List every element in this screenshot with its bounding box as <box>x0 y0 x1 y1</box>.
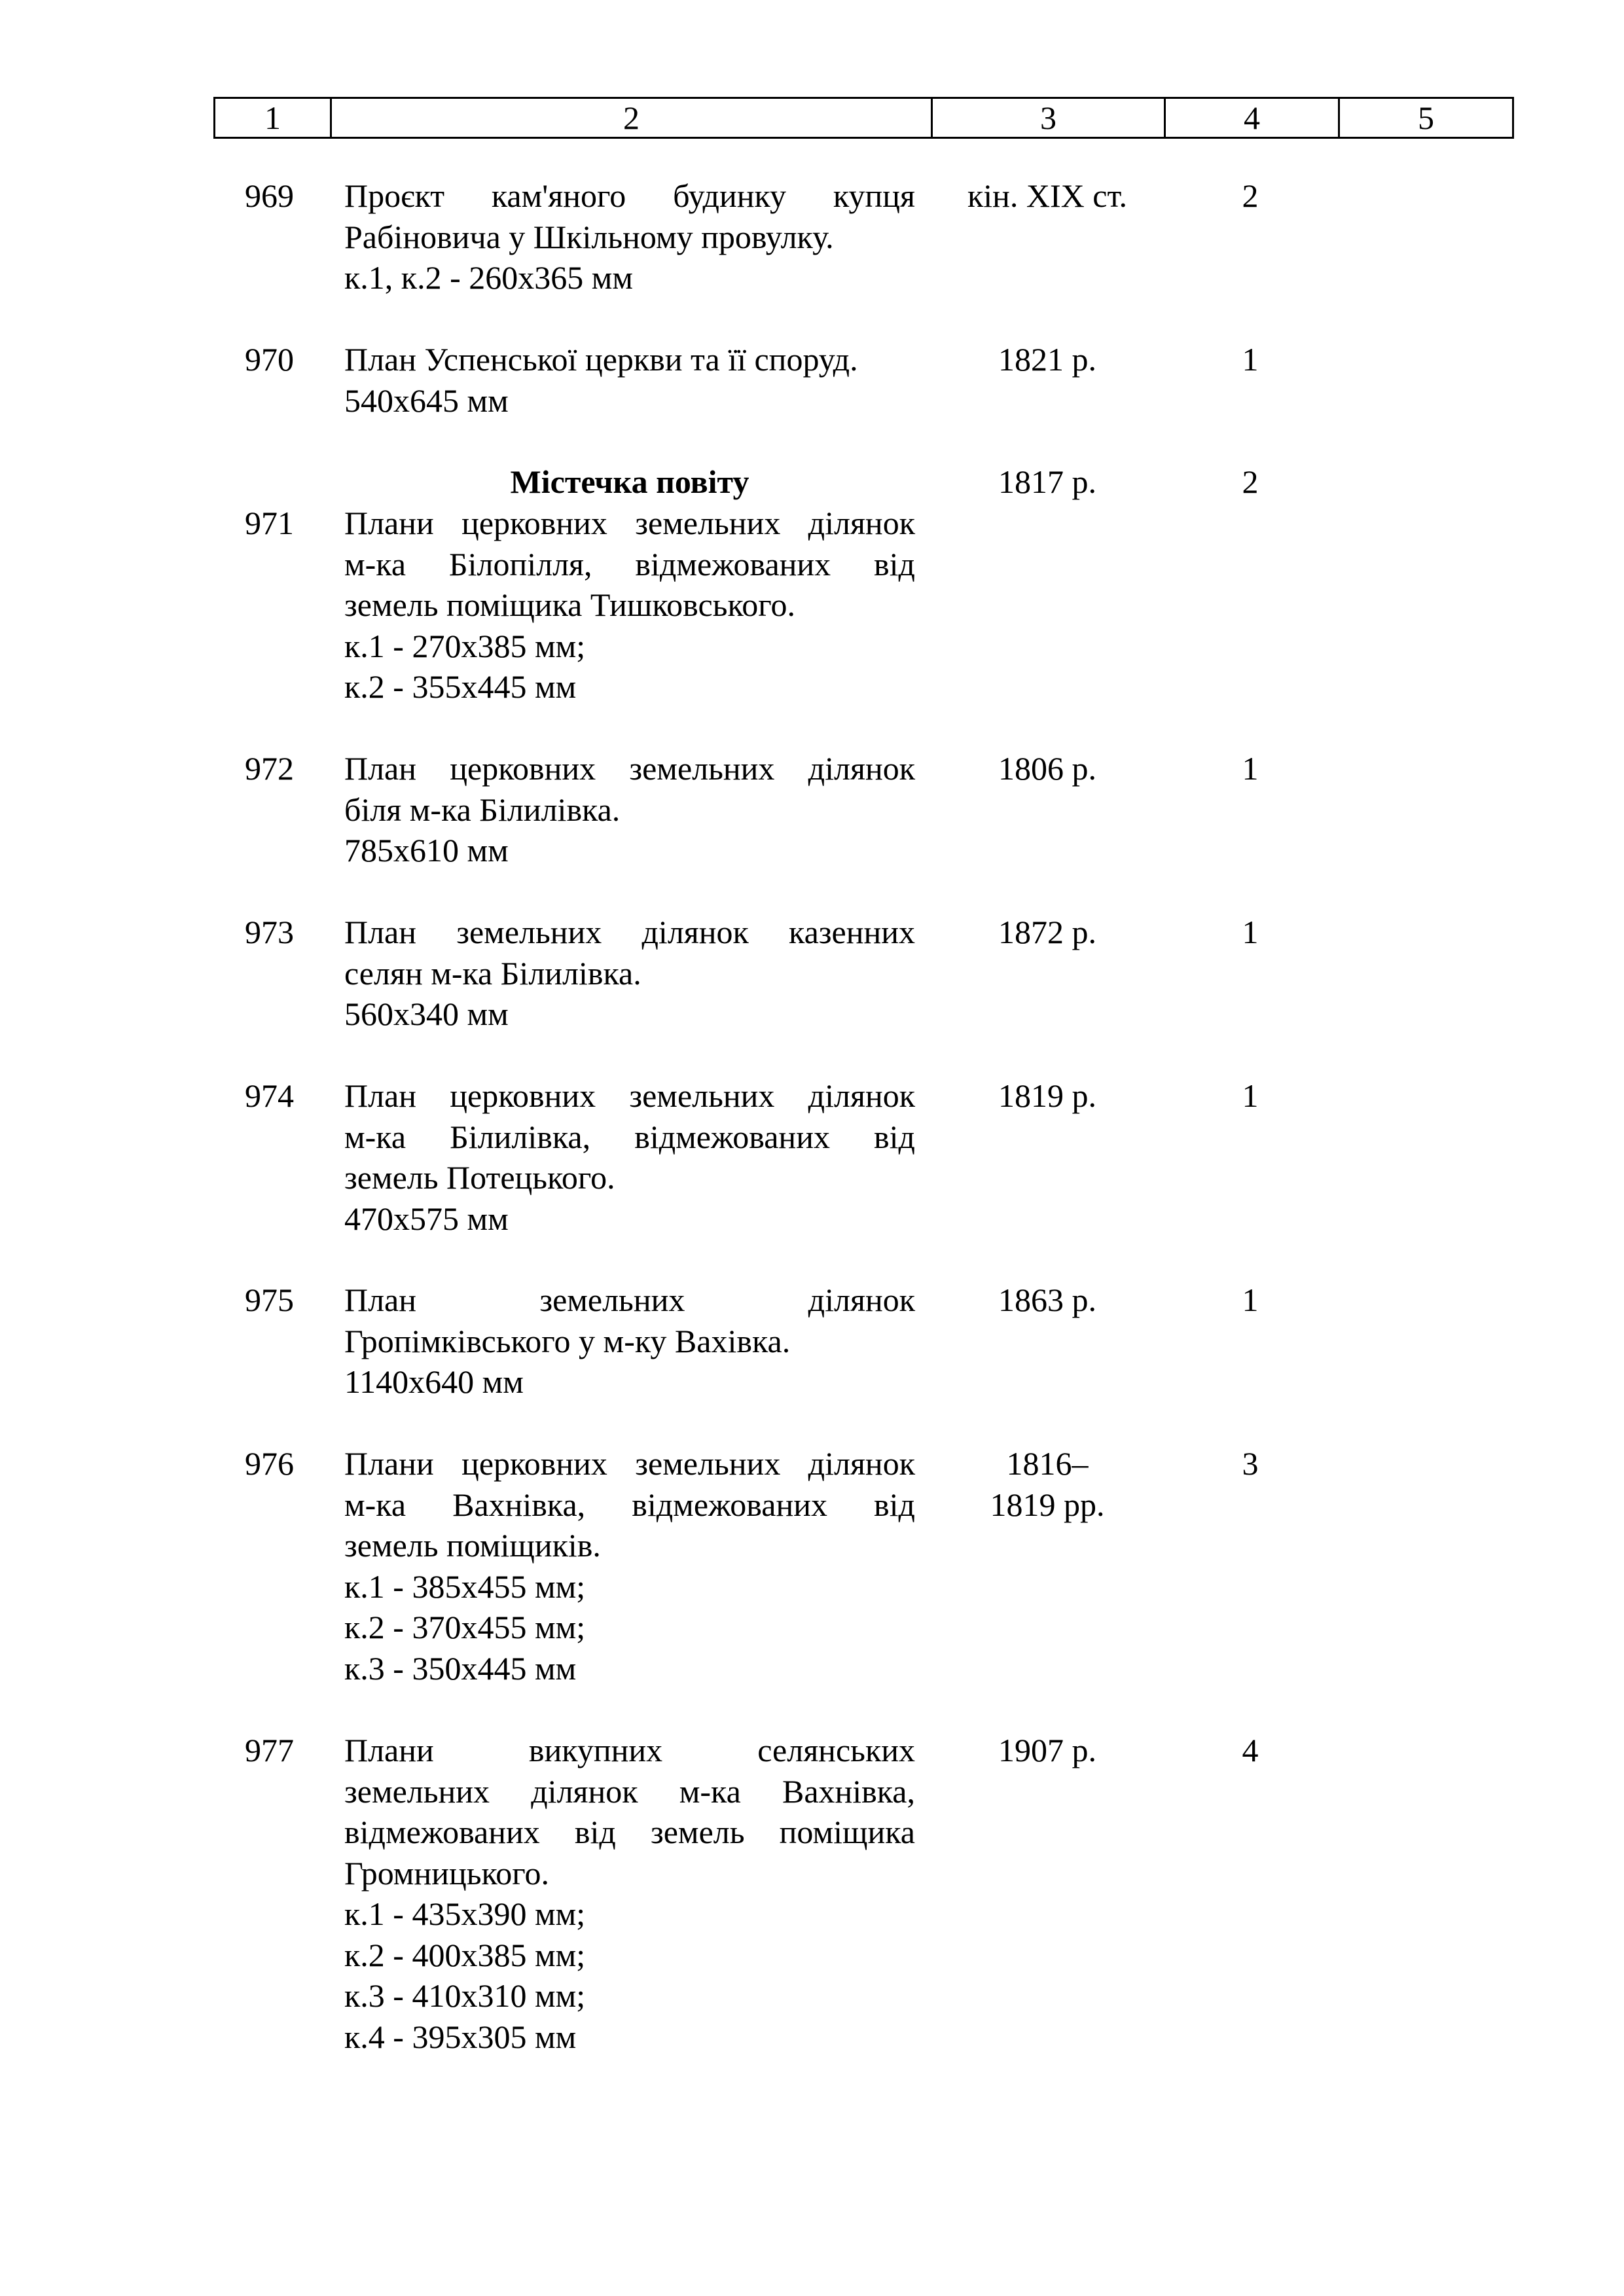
description-line: к.2 - 400х385 мм; <box>344 1936 586 1973</box>
entry-number: 970 <box>245 341 294 378</box>
date-line: 1819 р. <box>998 1077 1096 1114</box>
description-line: Проєкт кам'яного будинку купця <box>344 177 915 214</box>
entry-date <box>929 461 1165 503</box>
description-line: Гропімківського у м-ку Вахівка. <box>344 1322 791 1359</box>
entry-description <box>344 503 915 708</box>
entry-description <box>344 1730 915 2057</box>
entry-sheet-count: 4 <box>1242 1732 1259 1768</box>
entry-date <box>929 1443 1165 1525</box>
description-line: к.1, к.2 - 260х365 мм <box>344 259 634 296</box>
entry-date <box>929 1280 1165 1321</box>
entry-number: 975 <box>245 1282 294 1318</box>
description-line: к.3 - 410х310 мм; <box>344 1977 586 2014</box>
description-line: к.1 - 385х455 мм; <box>344 1568 586 1605</box>
description-line: 1140х640 мм <box>344 1363 524 1400</box>
description-line: к.3 - 350х445 мм <box>344 1649 577 1687</box>
description-line: План церковних земельних ділянок <box>344 1077 915 1114</box>
section-heading: Містечка повіту <box>510 463 749 500</box>
entry-number: 977 <box>245 1732 294 1768</box>
date-line: 1817 р. <box>998 463 1096 500</box>
header-col-2: 2 <box>331 98 932 138</box>
description-line: План Успенської церкви та її споруд. <box>344 341 858 378</box>
entry-date <box>929 1075 1165 1117</box>
entry-sheet-count: 1 <box>1242 1077 1259 1114</box>
entry-description <box>344 748 915 871</box>
description-line: м-ка Білилівка, відмежованих від <box>344 1118 915 1155</box>
date-line: кін. XIX ст. <box>967 177 1128 214</box>
description-line: земель поміщиків. <box>344 1527 601 1564</box>
entry-sheet-count: 1 <box>1242 750 1259 787</box>
description-line: к.4 - 395х305 мм <box>344 2018 577 2055</box>
date-line: 1816– <box>1006 1445 1089 1482</box>
description-line: земель поміщика Тишковського. <box>344 586 795 623</box>
description-line: План земельних ділянок казенних <box>344 914 915 950</box>
description-line: Плани викупних селянських <box>344 1732 915 1768</box>
entry-number: 973 <box>245 914 294 950</box>
entry-description <box>344 1075 915 1239</box>
entry-sheet-count: 1 <box>1242 1282 1259 1318</box>
entry-number: 974 <box>245 1077 294 1114</box>
description-line: земельних ділянок м-ка Вахнівка, <box>344 1772 915 1810</box>
description-line: Громницького. <box>344 1854 550 1892</box>
entry-sheet-count: 1 <box>1242 341 1259 378</box>
entry-sheet-count: 2 <box>1242 463 1259 500</box>
date-line: 1821 р. <box>998 341 1096 378</box>
entry-date <box>929 175 1165 217</box>
entry-date <box>929 912 1165 953</box>
description-line: Плани церковних земельних ділянок <box>344 1445 915 1482</box>
description-line: к.2 - 370х455 мм; <box>344 1609 586 1645</box>
entry-number: 972 <box>245 750 294 787</box>
entry-number: 976 <box>245 1445 294 1482</box>
description-line: селян м-ка Білилівка. <box>344 954 641 992</box>
header-col-5: 5 <box>1339 98 1513 138</box>
description-line: м-ка Вахнівка, відмежованих від <box>344 1486 915 1523</box>
entry-sheet-count: 2 <box>1242 177 1259 214</box>
entry-description <box>344 1280 915 1403</box>
description-line: відмежованих від земель поміщика <box>344 1814 915 1850</box>
entry-description <box>344 1443 915 1689</box>
entry-number: 969 <box>245 177 294 214</box>
date-line: 1872 р. <box>998 914 1096 950</box>
date-line: 1907 р. <box>998 1732 1096 1768</box>
header-col-3: 3 <box>932 98 1165 138</box>
description-line: земель Потецького. <box>344 1159 615 1196</box>
description-line: 560х340 мм <box>344 996 509 1032</box>
description-line: План церковних земельних ділянок <box>344 750 915 787</box>
description-line: м-ка Білопілля, відмежованих від <box>344 545 915 583</box>
description-line: біля м-ка Білилівка. <box>344 791 621 828</box>
description-line: к.1 - 270х385 мм; <box>344 627 586 664</box>
entry-sheet-count: 3 <box>1242 1445 1259 1482</box>
description-line: 785х610 мм <box>344 832 509 869</box>
description-line: к.2 - 355х445 мм <box>344 668 577 705</box>
entry-description <box>344 175 915 298</box>
entry-date <box>929 748 1165 789</box>
entry-date <box>929 339 1165 380</box>
entry-number: 971 <box>245 505 294 541</box>
description-line: 540х645 мм <box>344 382 509 419</box>
header-col-1: 1 <box>215 98 331 138</box>
date-line: 1819 рр. <box>990 1486 1105 1523</box>
description-line: Рабіновича у Шкільному провулку. <box>344 218 834 255</box>
entry-description <box>344 912 915 1035</box>
description-line: Плани церковних земельних ділянок <box>344 505 915 541</box>
entry-description <box>344 339 915 421</box>
column-number-header <box>213 97 1514 139</box>
entry-date <box>929 1730 1165 1771</box>
description-line: 470х575 мм <box>344 1200 509 1237</box>
entry-sheet-count: 1 <box>1242 914 1259 950</box>
description-line: к.1 - 435х390 мм; <box>344 1895 586 1932</box>
description-line: План земельних ділянок <box>344 1282 915 1318</box>
date-line: 1806 р. <box>998 750 1096 787</box>
date-line: 1863 р. <box>998 1282 1096 1318</box>
header-col-4: 4 <box>1165 98 1339 138</box>
